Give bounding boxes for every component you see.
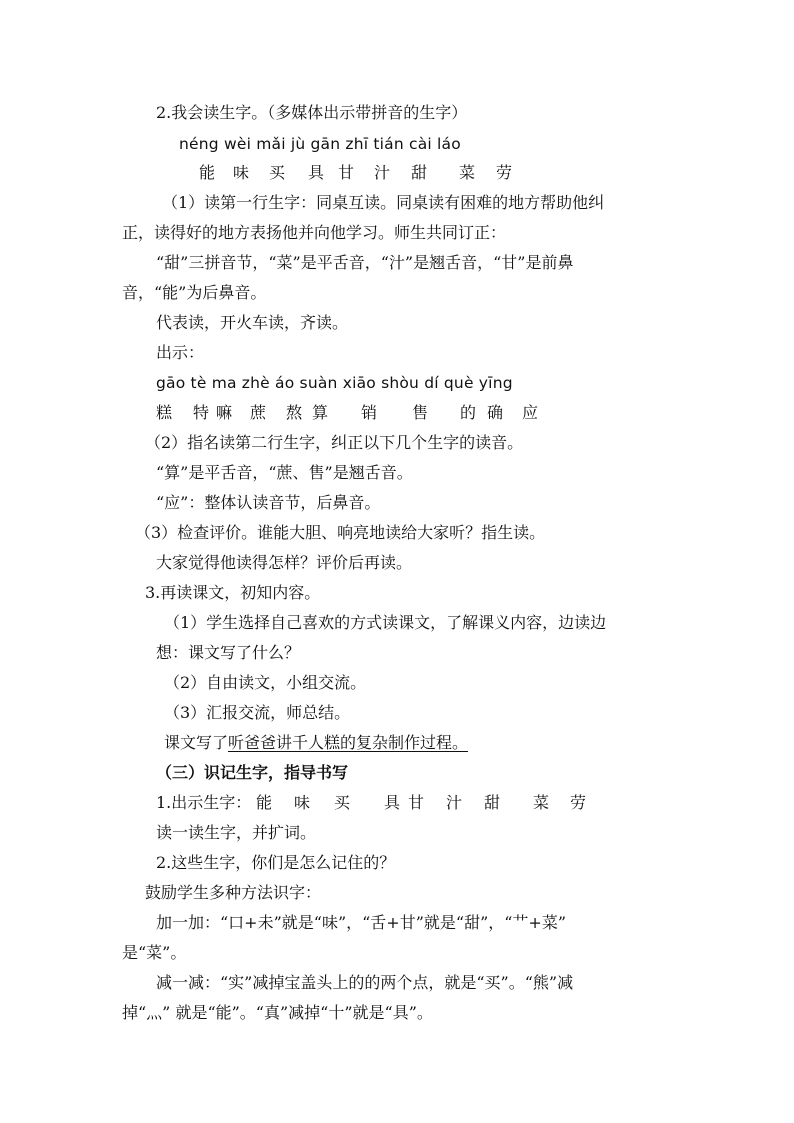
char: 具 (384, 793, 401, 812)
summary-underlined: 听爸爸讲千人糕的复杂制作过程。 (228, 733, 469, 752)
pron-note-line-1: “甜”三拼音节，“菜”是平舌音，“汁”是翘舌音，“甘”是前鼻 (156, 253, 574, 272)
step-3-3-line: （3）汇报交流，师总结。 (164, 703, 351, 722)
char: 甘 (408, 793, 425, 812)
char: 菜 (533, 793, 550, 812)
add-method-line-1: 加一加：“口+未”就是“味”，“舌+甘”就是“甜”，“艹+菜” (156, 913, 567, 932)
char: 甘 (338, 163, 355, 182)
step-3-2-line: （2）自由读文，小组交流。 (164, 673, 367, 692)
char: 买 (269, 163, 286, 182)
pron-note-line-4: “应”：整体认读音节，后鼻音。 (156, 493, 381, 512)
char: 甜 (484, 793, 501, 812)
step-2-heading: 2.我会读生字。（多媒体出示带拼音的生字） (156, 103, 468, 122)
pron-note-line-2: 音，“能”为后鼻音。 (122, 283, 267, 302)
char-row-2 (0, 403, 794, 423)
char: 能 (199, 163, 216, 182)
char: 菜 (459, 163, 476, 182)
char: 味 (294, 793, 311, 812)
char: 的 (460, 403, 477, 422)
section-3-heading: （三）识记生字，指导书写 (156, 763, 349, 782)
subtract-method-line-1: 减一减：“实”减掉宝盖头上的的两个点，就是“买”。“熊”减 (156, 973, 574, 992)
pinyin-row-1: néng wèi mǎi jù gān zhī tián cài láo (179, 135, 461, 153)
summary-prefix: 课文写了 (164, 733, 229, 752)
step-3-heading: 3.再读课文，初知内容。 (145, 583, 321, 602)
show-label: 出示： (156, 343, 205, 362)
char: 汁 (446, 793, 463, 812)
pinyin-row-2: gāo tè ma zhè áo suàn xiāo shòu dí què yīng (156, 374, 513, 392)
step-2-question: 2.这些生字，你们是怎么记住的？ (156, 853, 396, 872)
char: 蔗 (250, 403, 267, 422)
char: 劳 (496, 163, 513, 182)
encourage-line: 鼓励学生多种方法识字： (145, 883, 322, 902)
char: 应 (522, 403, 539, 422)
step-2-3-line: （3）检查评价。谁能大胆、响亮地读给大家听？指生读。 (135, 523, 546, 542)
read-and-expand: 读一读生字，并扩词。 (156, 823, 317, 842)
char-row-1 (0, 163, 794, 183)
char: 买 (334, 793, 351, 812)
para-read-line-1: （1）读第一行生字：同桌互读。同桌读有困难的地方帮助他纠 (162, 193, 605, 212)
char: 糕 (156, 403, 173, 422)
step-3-1-line-2: 想：课文写了什么？ (156, 643, 301, 662)
pron-note-line-3: “算”是平舌音，“蔗、售”是翘舌音。 (156, 463, 413, 482)
char: 嘛 (216, 403, 233, 422)
char: 具 (308, 163, 325, 182)
char: 算 (312, 403, 329, 422)
char: 特 (193, 403, 210, 422)
char: 能 (256, 793, 273, 812)
char: 劳 (570, 793, 587, 812)
step-3-1-line-1: （1）学生选择自己喜欢的方式读课文，了解课义内容，边读边 (164, 613, 607, 632)
subtract-method-line-2: 掉“灬” 就是“能”。“真”减掉“十”就是“具”。 (122, 1003, 433, 1022)
summary-line (164, 733, 468, 753)
char: 熬 (286, 403, 303, 422)
char: 汁 (374, 163, 391, 182)
char: 售 (412, 403, 429, 422)
char: 确 (487, 403, 504, 422)
add-method-line-2: 是“菜”。 (122, 943, 187, 962)
step-1-show-chars (156, 793, 616, 813)
reading-methods: 代表读，开火车读，齐读。 (156, 313, 349, 332)
step-2-2-line: （2）指名读第二行生字，纠正以下几个生字的读音。 (145, 433, 524, 452)
char: 味 (233, 163, 250, 182)
evaluate-line: 大家觉得他读得怎样？评价后再读。 (156, 553, 413, 572)
show-chars-label: 1.出示生字： (156, 793, 252, 812)
char: 销 (361, 403, 378, 422)
char: 甜 (411, 163, 428, 182)
para-read-line-2: 正，读得好的地方表扬他并向他学习。师生共同订正： (122, 223, 507, 242)
